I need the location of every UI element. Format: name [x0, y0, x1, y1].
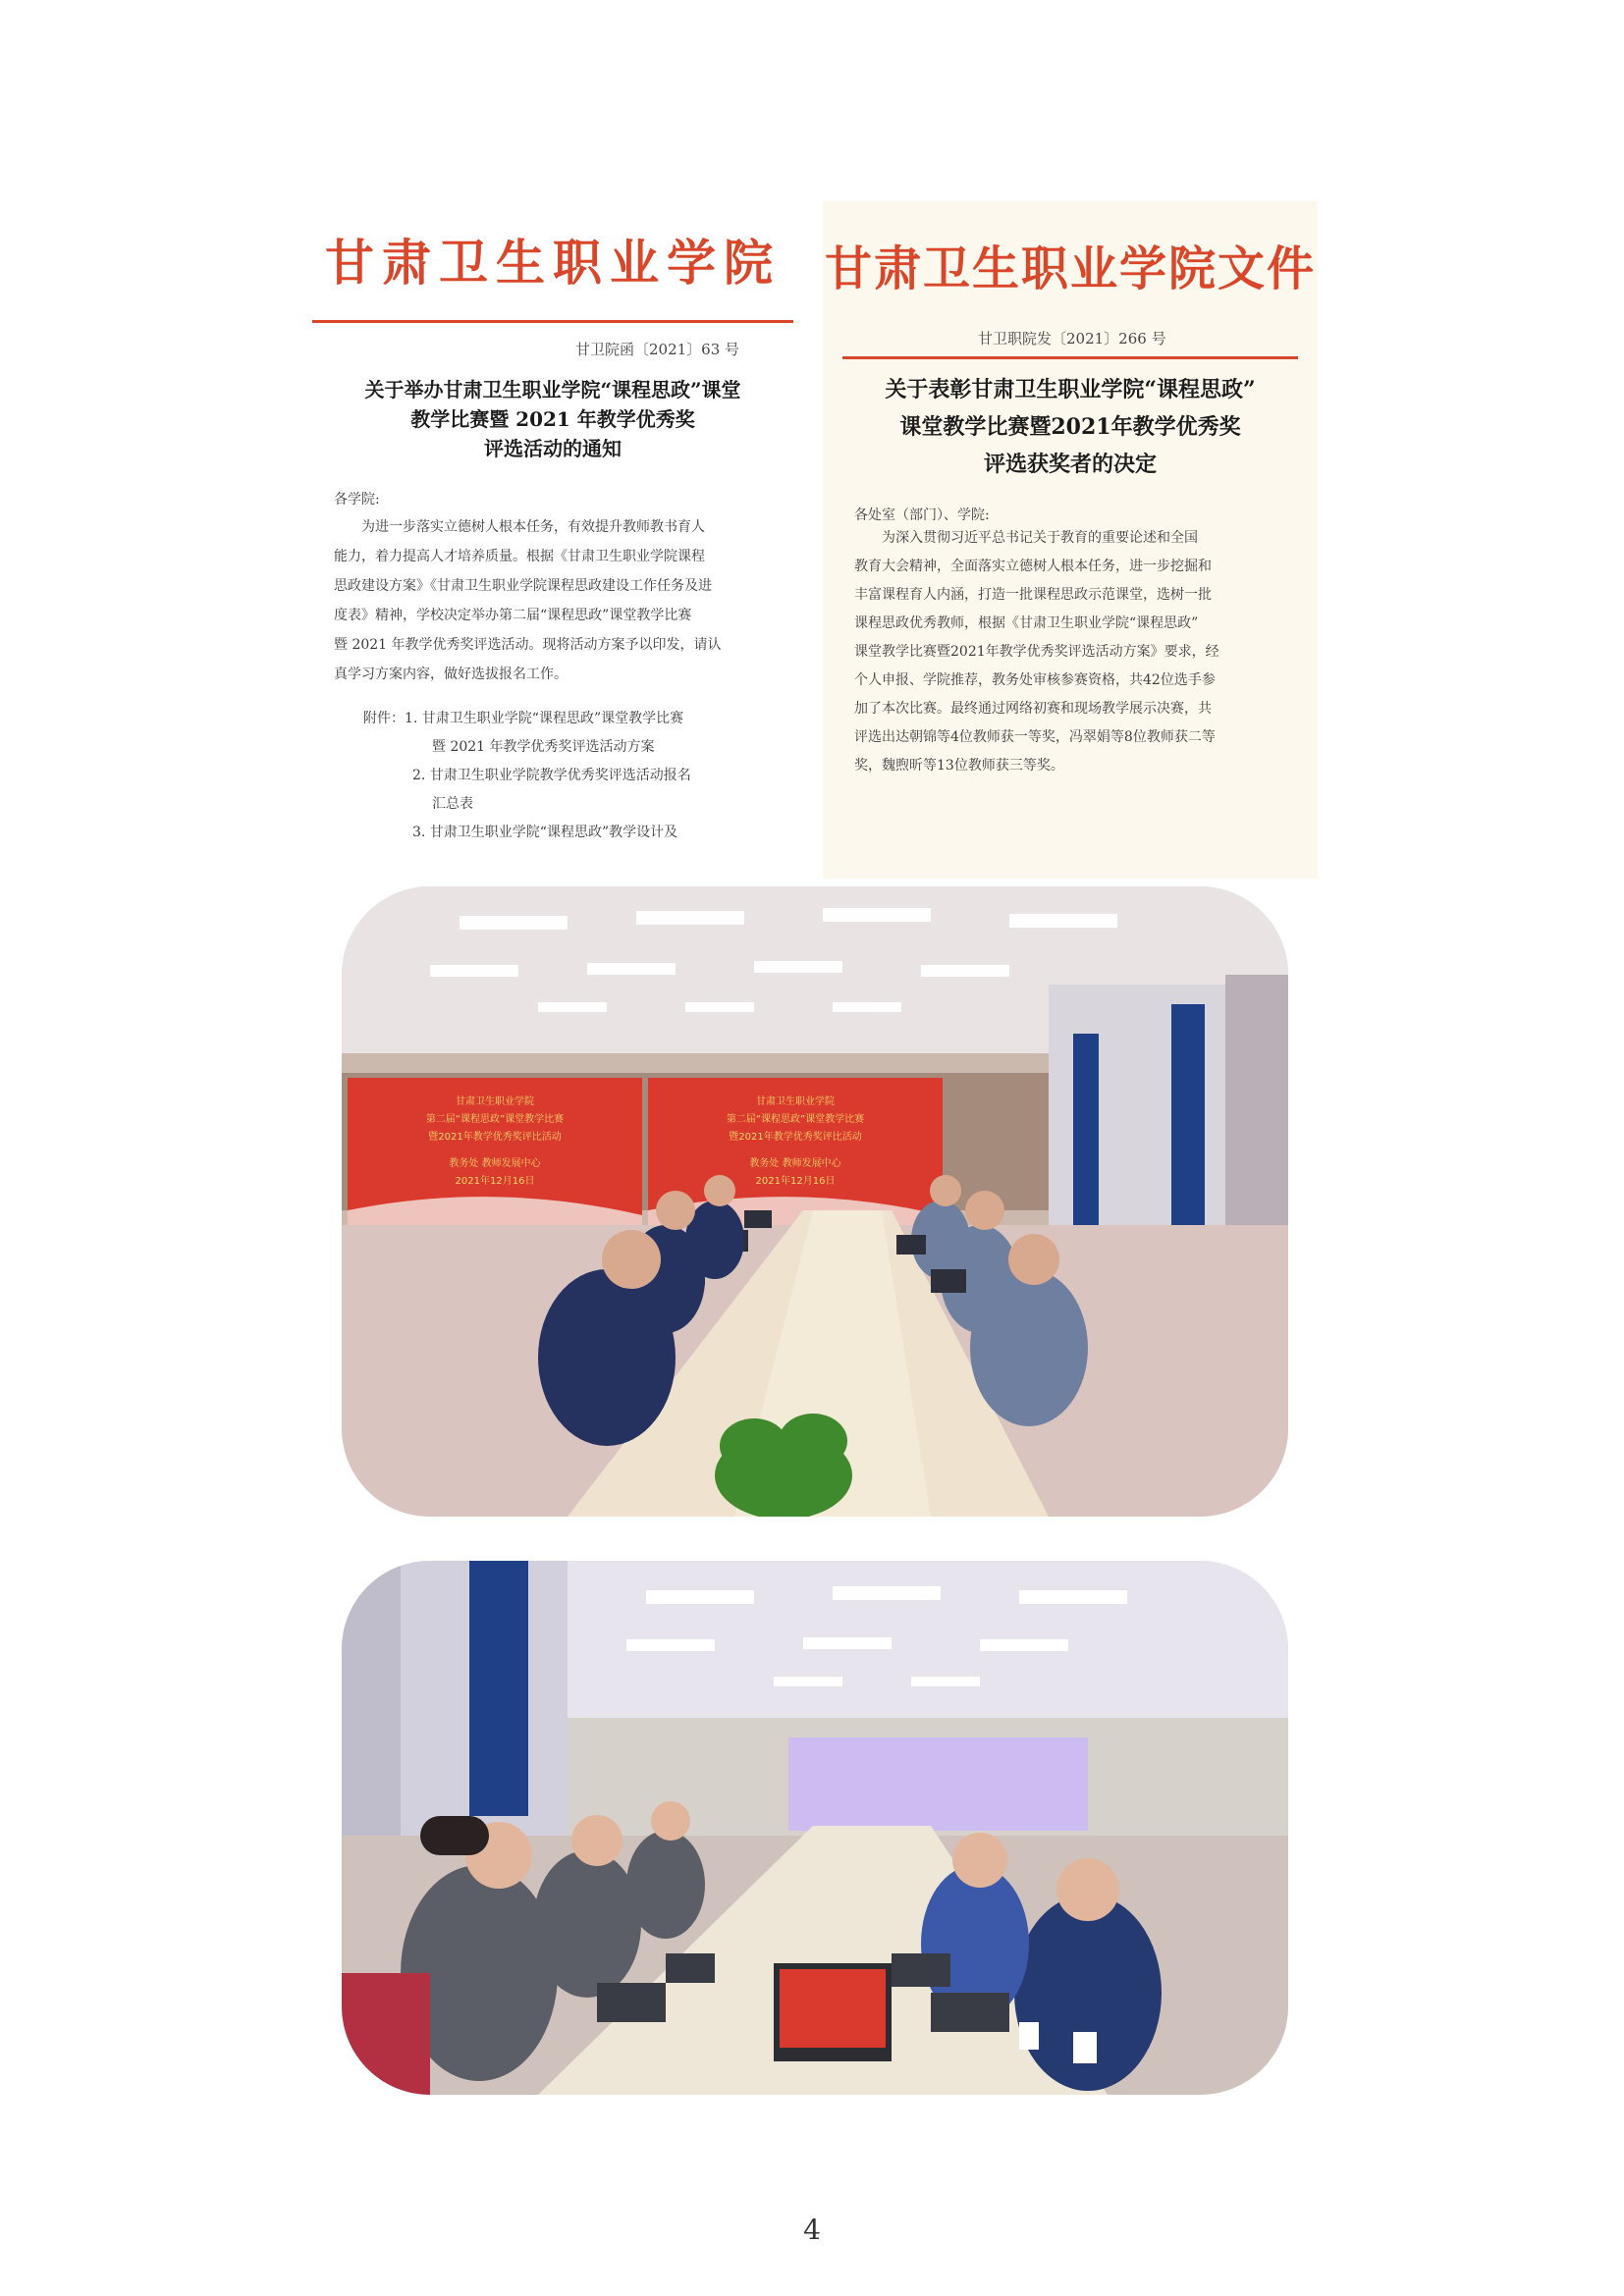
meeting-photo-2-image: [342, 1561, 1288, 2095]
decision-body-line: 为深入贯彻习近平总书记关于教育的重要论述和全国: [882, 530, 1198, 546]
attachment-line: 附件：1. 甘肃卫生职业学院“课程思政”课堂教学比赛: [363, 711, 684, 726]
attachment-line: 3. 甘肃卫生职业学院“课程思政”教学设计及: [412, 825, 678, 840]
decision-title-line-3: 评选获奖者的决定: [983, 452, 1157, 477]
meeting-photo-1-image: [342, 886, 1288, 1517]
decision-doc-number: 甘卫职院发〔2021〕266 号: [978, 330, 1166, 347]
notice-red-rule: [312, 320, 793, 323]
notice-title-line-2: 教学比赛暨 2021 年教学优秀奖: [410, 407, 695, 431]
decision-org-name: 甘肃卫生职业学院文件: [824, 241, 1316, 296]
decision-red-rule: [842, 356, 1298, 359]
notice-attachments: [312, 705, 793, 847]
notice-title: [312, 375, 793, 463]
notice-org-name: 甘肃卫生职业学院: [325, 234, 781, 292]
notice-body-line: 能力，着力提高人才培养质量。根据《甘肃卫生职业学院课程: [334, 549, 705, 564]
notice-title-line-1: 关于举办甘肃卫生职业学院“课程思政”课堂: [364, 378, 741, 401]
attachment-line: 2. 甘肃卫生职业学院教学优秀奖评选活动报名: [412, 768, 691, 783]
decision-body-line: 课堂教学比赛暨2021年教学优秀奖评选活动方案》要求，经: [854, 644, 1219, 660]
notice-body-line: 真学习方案内容，做好选拔报名工作。: [334, 667, 568, 682]
decision-document: [823, 201, 1318, 879]
attachment-line: 暨 2021 年教学优秀奖评选活动方案: [432, 739, 655, 755]
notice-salutation: 各学院:: [334, 492, 380, 507]
screen-1-line-2: 第二届“课程思政”课堂教学比赛: [425, 1114, 565, 1125]
notice-body-line: 为进一步落实立德树人根本任务，有效提升教师教书育人: [361, 519, 705, 535]
decision-body-line: 加了本次比赛。最终通过网络初赛和现场教学展示决赛，共: [854, 701, 1212, 717]
page-number: 4: [803, 2214, 821, 2246]
notice-body-line: 度表》精神，学校决定举办第二届“课程思政”课堂教学比赛: [334, 608, 692, 623]
decision-body-line: 教育大会精神，全面落实立德树人根本任务，进一步挖掘和: [854, 559, 1212, 574]
decision-body-line: 个人申报、学院推荐，教务处审核参赛资格，共42位选手参: [854, 672, 1216, 688]
screen-1-line-4: 教务处 教师发展中心: [449, 1158, 541, 1169]
decision-body-line: 奖，魏煦昕等13位教师获三等奖。: [854, 758, 1064, 774]
screen-2-line-2: 第二届“课程思政”课堂教学比赛: [726, 1114, 865, 1125]
decision-title-line-2: 课堂教学比赛暨2021年教学优秀奖: [899, 414, 1241, 440]
notice-doc-number: 甘卫院函〔2021〕63 号: [575, 341, 740, 358]
decision-body-line: 评选出达朝锦等4位教师获一等奖，冯翠娟等8位教师获二等: [854, 729, 1216, 745]
decision-title: [823, 371, 1318, 483]
decision-salutation: 各处室（部门）、学院:: [854, 507, 990, 523]
notice-title-line-3: 评选活动的通知: [484, 437, 622, 460]
screen-1-line-5: 2021年12月16日: [455, 1176, 535, 1187]
notice-body-line: 暨 2021 年教学优秀奖评选活动。现将活动方案予以印发，请认: [334, 637, 722, 653]
decision-body-line: 课程思政优秀教师，根据《甘肃卫生职业学院“课程思政”: [854, 615, 1199, 631]
screen-2-line-3: 暨2021年教学优秀奖评比活动: [729, 1132, 862, 1143]
screen-2-line-5: 2021年12月16日: [755, 1176, 836, 1187]
meeting-photo-2: [342, 1561, 1288, 2095]
decision-body: [823, 524, 1318, 780]
screen-1-line-1: 甘肃卫生职业学院: [456, 1096, 534, 1107]
screen-1-line-3: 暨2021年教学优秀奖评比活动: [428, 1132, 562, 1143]
meeting-photo-1: [342, 886, 1288, 1517]
screen-2-line-1: 甘肃卫生职业学院: [756, 1096, 835, 1107]
decision-title-line-1: 关于表彰甘肃卫生职业学院“课程思政”: [885, 377, 1256, 402]
screen-2-line-4: 教务处 教师发展中心: [749, 1158, 841, 1169]
notice-document: [312, 206, 793, 874]
decision-body-line: 丰富课程育人内涵，打造一批课程思政示范课堂，选树一批: [854, 587, 1212, 603]
notice-body: [312, 512, 793, 689]
attachment-line: 汇总表: [432, 796, 473, 812]
notice-body-line: 思政建设方案》《甘肃卫生职业学院课程思政建设工作任务及进: [334, 578, 712, 594]
